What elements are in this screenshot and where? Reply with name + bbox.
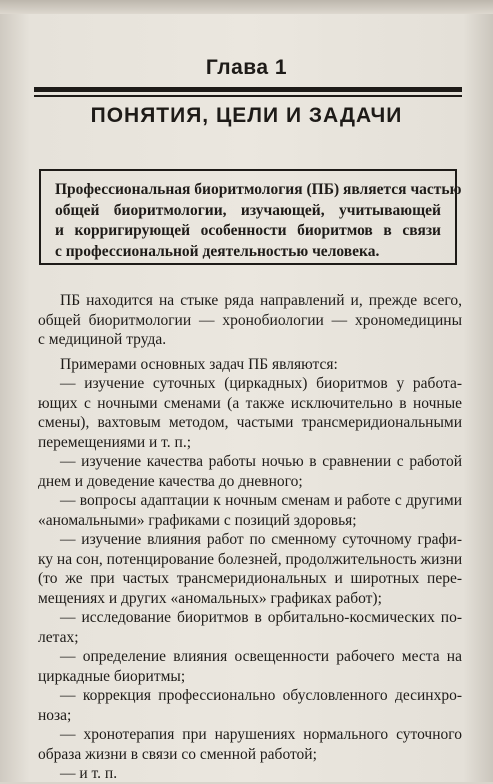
- list-intro: Примерами основных задач ПБ являются:: [60, 355, 338, 373]
- task-list-line: — изучение суточных (циркадных) биоритмов у работа-: [60, 375, 462, 392]
- definition-line: с профессиональной деятельностью человека.: [55, 242, 380, 260]
- task-list-line: смены), вахтовым методом, частыми трансмеридиональными: [38, 414, 462, 431]
- body-text: [38, 291, 462, 784]
- task-list-line: — определение влияния освещенности рабочего места на: [60, 648, 462, 665]
- paragraph-line: с медициной труда.: [38, 331, 167, 348]
- task-list: [38, 374, 462, 784]
- task-list-line: ющих с ночными сменами (а также исключительно в ночные: [38, 394, 462, 412]
- task-list-line: ку на сон, потенцирование болезней, продолжительность жизни: [38, 550, 463, 568]
- chapter-title: ПОНЯТИЯ, ЦЕЛИ И ЗАДАЧИ: [90, 104, 403, 127]
- task-list-line: мещениях и других «аномальных» графиках работ);: [38, 589, 382, 607]
- chapter-label: Глава 1: [205, 56, 288, 79]
- task-list-line: днем и доведение качества до дневного;: [38, 472, 303, 490]
- task-list-line: — изучение качества работы ночью в сравнении с работой: [60, 453, 462, 470]
- task-list-line: перемещениями и т. п.;: [38, 433, 192, 451]
- task-list-line: — коррекция профессионально обусловленного десинхро-: [60, 687, 462, 704]
- task-list-line: — вопросы адаптации к ночным сменам и работе с другими: [60, 492, 462, 509]
- definition-line: общей биоритмологии, изучающей, учитывающей: [55, 201, 441, 219]
- task-list-line: летах;: [38, 628, 79, 646]
- task-list-line: — изучение влияния работ по сменному суточному графи-: [60, 531, 462, 548]
- task-list-line: — хронотерапия при нарушениях нормального суточного: [60, 726, 462, 743]
- definition-line: и корригирующей особенности биоритмов в связи: [55, 222, 441, 239]
- task-list-line: — исследование биоритмов в орбитально-космических по-: [60, 609, 462, 626]
- page-top-edge: [0, 0, 493, 14]
- task-list-line: — и т. п.: [60, 765, 118, 782]
- chapter-rule-thin: [34, 95, 462, 97]
- paragraph-line: ПБ находится на стыке ряда направлений и, прежде всего,: [60, 292, 462, 309]
- task-list-line: ноза;: [38, 706, 72, 724]
- chapter-rule-thick: [34, 87, 462, 92]
- task-list-line: (то же при частых трансмеридиональных и широтных пере-: [38, 570, 462, 587]
- task-list-line: циркадные биоритмы;: [38, 667, 186, 685]
- paragraph-line: общей биоритмологии — хронобиологии — хрономедицины: [38, 311, 462, 329]
- task-list-line: «аномальными» графиками с позиций здоровья;: [38, 511, 357, 529]
- task-list-line: образа жизни в связи со сменной работой;: [38, 745, 317, 763]
- definition-box: [39, 169, 462, 265]
- definition-line: Профессиональная биоритмология (ПБ) является частью: [55, 181, 462, 198]
